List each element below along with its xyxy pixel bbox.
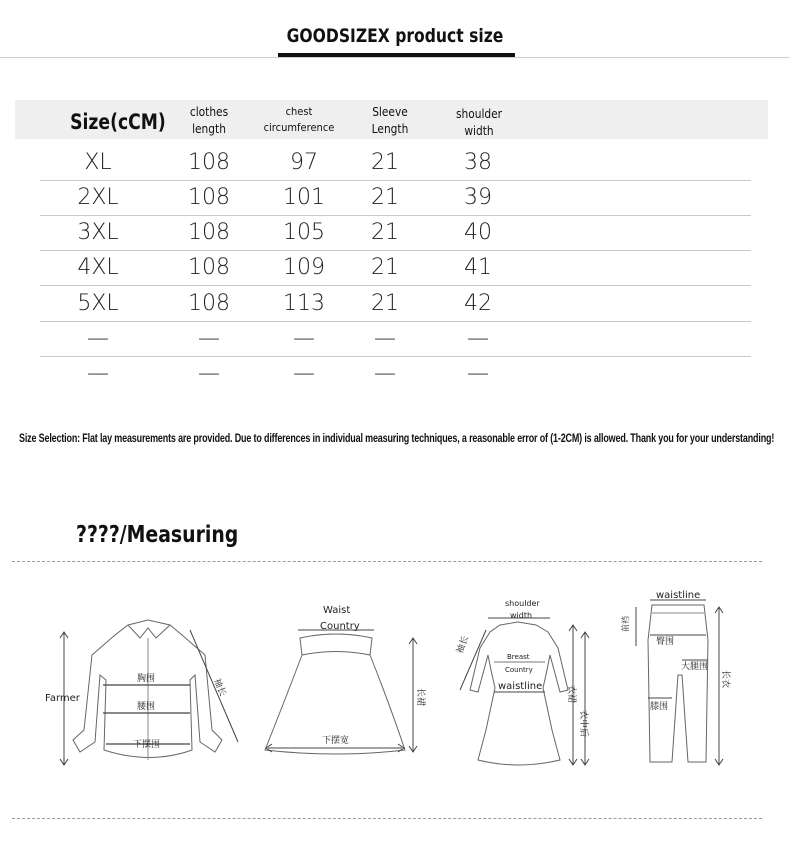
measurement-diagrams <box>0 580 790 800</box>
cell-size: — <box>87 326 109 351</box>
pants-knee-label: 膝围 <box>650 702 669 712</box>
dress-breast-label-2: Country <box>505 666 533 674</box>
cell-shoulder: — <box>467 361 489 386</box>
shirt-side-label: Farmer <box>45 693 80 704</box>
shirt-chest-label: 胸围 <box>137 674 156 684</box>
header-chest-line1: chest <box>285 105 313 118</box>
dotted-divider <box>12 818 762 819</box>
cell-chest: — <box>293 326 315 351</box>
header-clothes-length-line2: length <box>192 121 226 136</box>
header-shoulder <box>446 105 512 139</box>
dress-shoulder-label-1: shoulder <box>505 599 540 608</box>
pants-thigh-label: 大腿围 <box>681 662 709 672</box>
pants-waist-label: waistline <box>656 590 701 601</box>
dress-length-label: 衣裙 <box>566 685 576 704</box>
cell-sleeve: 21 <box>371 220 399 245</box>
header-chest <box>259 104 340 136</box>
header-shoulder-line1: shoulder <box>455 106 503 121</box>
cell-size: 4XL <box>77 255 119 280</box>
cell-sleeve: 21 <box>371 291 399 316</box>
cell-length: — <box>198 326 220 351</box>
header-clothes-length-line1: clothes <box>189 104 229 119</box>
pants-hip-label: 臀围 <box>656 637 675 647</box>
cell-length: 108 <box>188 255 230 280</box>
header-chest-line2: circumference <box>263 121 335 134</box>
measuring-title: ????/Measuring <box>76 522 239 548</box>
dotted-divider <box>12 561 762 562</box>
cell-length: 108 <box>188 291 230 316</box>
cell-chest: 109 <box>283 255 325 280</box>
skirt-diagram <box>265 605 426 754</box>
cell-sleeve: 21 <box>371 150 399 175</box>
cell-sleeve: — <box>374 361 396 386</box>
cell-shoulder: 41 <box>464 255 492 280</box>
divider <box>0 57 790 58</box>
table-row <box>40 322 751 357</box>
dress-sleeve-label: 袖长 <box>455 634 471 656</box>
skirt-waist-label-2: Country <box>320 621 360 632</box>
dress-diagram <box>454 599 590 765</box>
shirt-diagram <box>45 620 238 765</box>
cell-sleeve: 21 <box>371 255 399 280</box>
cell-shoulder: 42 <box>464 291 492 316</box>
shirt-sleeve-label: 袖长 <box>211 677 228 698</box>
pants-diagram <box>620 590 732 765</box>
cell-length: — <box>198 361 220 386</box>
header-sleeve <box>360 103 420 137</box>
dress-back-label: 衣中后 <box>578 710 588 738</box>
pants-rise-label: 前裆 <box>621 616 630 632</box>
cell-shoulder: 40 <box>464 220 492 245</box>
table-row <box>40 287 751 322</box>
cell-chest: 101 <box>283 185 325 210</box>
cell-shoulder: 38 <box>464 150 492 175</box>
cell-size: 5XL <box>77 291 119 316</box>
dress-breast-label-1: Breast <box>507 653 530 661</box>
table-row <box>40 146 751 181</box>
cell-length: 108 <box>188 220 230 245</box>
skirt-waist-label-1: Waist <box>323 605 351 616</box>
cell-sleeve: — <box>374 326 396 351</box>
cell-chest: 113 <box>283 291 325 316</box>
header-shoulder-line2: width <box>464 123 494 138</box>
cell-size: XL <box>84 150 112 175</box>
header-sleeve-line1: Sleeve <box>372 104 408 119</box>
cell-length: 108 <box>188 185 230 210</box>
cell-chest: 97 <box>290 150 318 175</box>
cell-length: 108 <box>188 150 230 175</box>
dress-shoulder-label-2: width <box>510 611 533 620</box>
cell-shoulder: 39 <box>464 185 492 210</box>
table-row <box>40 181 751 216</box>
row-divider <box>40 285 751 286</box>
table-row <box>40 216 751 251</box>
pants-length-label: 长衣 <box>720 670 730 689</box>
cell-size: 2XL <box>77 185 119 210</box>
cell-chest: 105 <box>283 220 325 245</box>
header-sleeve-line2: Length <box>371 121 409 136</box>
skirt-hem-label: 下摆宽 <box>322 736 350 746</box>
table-row <box>40 251 751 286</box>
table-row <box>40 357 751 392</box>
skirt-length-label: 长裙 <box>415 688 425 707</box>
shirt-hem-label: 下摆围 <box>133 740 161 750</box>
cell-size: 3XL <box>77 220 119 245</box>
page-title: GOODSIZEX product size <box>286 25 504 47</box>
cell-sleeve: 21 <box>371 185 399 210</box>
size-note: Size Selection: Flat lay measurements are provided. Due to differences in individual measuring techniques, a reasonable error of (1-2CM) is allowed. Thank you for your understanding! <box>19 433 775 445</box>
shirt-waist-label: 腰围 <box>137 702 156 712</box>
header-clothes-length <box>179 103 239 137</box>
dress-waist-label: waistline <box>498 681 543 692</box>
cell-shoulder: — <box>467 326 489 351</box>
header-size: Size(cCM) <box>70 110 166 134</box>
cell-chest: — <box>293 361 315 386</box>
cell-size: — <box>87 361 109 386</box>
